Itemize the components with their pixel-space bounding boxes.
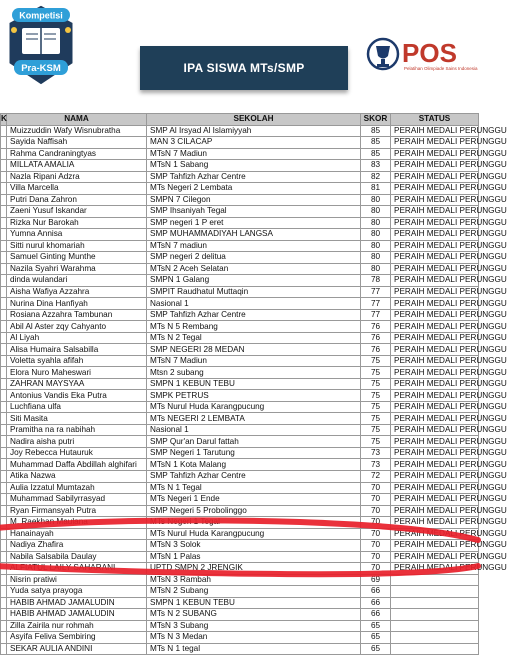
skor-cell: 70 — [361, 505, 391, 517]
sekolah-cell: SMP Tahfizh Azhar Centre — [147, 309, 361, 321]
status-cell: PERAIH MEDALI PERUNGGU — [391, 240, 479, 252]
skor-cell: 85 — [361, 137, 391, 149]
nama-cell: Hanainayah — [7, 528, 147, 540]
nama-cell: Luchfiana ulfa — [7, 401, 147, 413]
status-cell: PERAIH MEDALI PERUNGGU — [391, 401, 479, 413]
status-cell: PERAIH MEDALI PERUNGGU — [391, 309, 479, 321]
status-cell: PERAIH MEDALI PERUNGGU — [391, 447, 479, 459]
sekolah-cell: MTs N 2 SUBANG — [147, 609, 361, 621]
nama-cell: Nadiya Zhafira — [7, 540, 147, 552]
status-cell: PERAIH MEDALI PERUNGGU — [391, 551, 479, 563]
status-cell: PERAIH MEDALI PERUNGGU — [391, 436, 479, 448]
skor-cell: 70 — [361, 563, 391, 575]
sekolah-cell: MTs NEGERI 2 LEMBATA — [147, 413, 361, 425]
nama-cell: Muhammad Daffa Abdillah alghifari — [7, 459, 147, 471]
sekolah-cell: SMPN 1 KEBUN TEBU — [147, 378, 361, 390]
status-cell: PERAIH MEDALI PERUNGGU — [391, 298, 479, 310]
table-row — [1, 309, 479, 321]
sekolah-cell: SMP Tahfizh Azhar Centre — [147, 470, 361, 482]
table-row — [1, 229, 479, 241]
nama-cell: Alisa Humaira Salsabilla — [7, 344, 147, 356]
skor-cell: 76 — [361, 332, 391, 344]
status-cell: PERAIH MEDALI PERUNGGU — [391, 505, 479, 517]
sekolah-cell: SMP Ihsaniyah Tegal — [147, 206, 361, 218]
table-row — [1, 447, 479, 459]
table-row — [1, 137, 479, 149]
sekolah-cell: UPTD SMPN 2 JRENGIK — [147, 563, 361, 575]
status-cell: PERAIH MEDALI PERUNGGU — [391, 563, 479, 575]
sekolah-cell: SMP Qur'an Darul fattah — [147, 436, 361, 448]
skor-cell: 75 — [361, 390, 391, 402]
nama-cell: Al Liyah — [7, 332, 147, 344]
nama-cell: Rahma Candraningtyas — [7, 148, 147, 160]
skor-cell: 78 — [361, 275, 391, 287]
status-cell: PERAIH MEDALI PERUNGGU — [391, 378, 479, 390]
nama-cell: MILLATA AMALIA — [7, 160, 147, 172]
sekolah-cell: SMPN 1 Galang — [147, 275, 361, 287]
nama-cell: Muhammad Sabilyrrasyad — [7, 494, 147, 506]
nama-cell: Sitti nurul khomariah — [7, 240, 147, 252]
sekolah-cell: MTs N 1 tegal — [147, 643, 361, 655]
table-row — [1, 298, 479, 310]
nama-cell: Rosiana Azzahra Tambunan — [7, 309, 147, 321]
sekolah-cell: SMP MUHAMMADIYAH LANGSA — [147, 229, 361, 241]
nama-cell: Nurina Dina Hanfiyah — [7, 298, 147, 310]
sekolah-cell: SMP Negeri 1 Tarutung — [147, 447, 361, 459]
sekolah-cell: MTsN 2 Subang — [147, 586, 361, 598]
status-cell: PERAIH MEDALI PERUNGGU — [391, 470, 479, 482]
nama-cell: dinda wulandari — [7, 275, 147, 287]
sekolah-cell: SMP negeri 2 delitua — [147, 252, 361, 264]
skor-cell: 85 — [361, 148, 391, 160]
skor-cell: 73 — [361, 459, 391, 471]
table-row — [1, 286, 479, 298]
nama-cell: Voletta syahla afifah — [7, 355, 147, 367]
table-row — [1, 125, 479, 137]
status-cell: PERAIH MEDALI PERUNGGU — [391, 148, 479, 160]
nama-cell: Zaeni Yusuf Iskandar — [7, 206, 147, 218]
skor-cell: 65 — [361, 632, 391, 644]
skor-cell: 80 — [361, 252, 391, 264]
table-row — [1, 424, 479, 436]
skor-cell: 70 — [361, 551, 391, 563]
nama-cell: Nazila Syahri Warahma — [7, 263, 147, 275]
sekolah-cell: SMPK PETRUS — [147, 390, 361, 402]
sekolah-cell: MAN 3 CILACAP — [147, 137, 361, 149]
nama-cell: Joy Rebecca Hutauruk — [7, 447, 147, 459]
sekolah-cell: SMP Al Irsyad Al Islamiyyah — [147, 125, 361, 137]
status-cell: PERAIH MEDALI PERUNGGU — [391, 424, 479, 436]
nama-cell: Siti Masita — [7, 413, 147, 425]
org-subtitle: Pelatihan Olimpiade Sains Indonesia — [404, 66, 478, 71]
nama-cell: Yumna Annisa — [7, 229, 147, 241]
status-cell: PERAIH MEDALI PERUNGGU — [391, 183, 479, 195]
skor-cell: 70 — [361, 482, 391, 494]
table-row — [1, 643, 479, 655]
nama-cell: Muizzuddin Wafy Wisnubratha — [7, 125, 147, 137]
status-cell: PERAIH MEDALI PERUNGGU — [391, 482, 479, 494]
skor-cell: 80 — [361, 194, 391, 206]
status-cell — [391, 643, 479, 655]
skor-cell: 80 — [361, 217, 391, 229]
sekolah-cell: MTs N 2 Tegal — [147, 332, 361, 344]
skor-cell: 80 — [361, 229, 391, 241]
sekolah-cell: MTs N 1 Tegal — [147, 482, 361, 494]
nama-cell: Elora Nuro Maheswari — [7, 367, 147, 379]
nama-cell: Nisrin pratiwi — [7, 574, 147, 586]
skor-cell: 75 — [361, 367, 391, 379]
table-row — [1, 563, 479, 575]
skor-cell: 77 — [361, 309, 391, 321]
table-row — [1, 586, 479, 598]
status-cell: PERAIH MEDALI PERUNGGU — [391, 540, 479, 552]
status-cell: PERAIH MEDALI PERUNGGU — [391, 517, 479, 529]
skor-cell: 80 — [361, 263, 391, 275]
nama-cell: Rizka Nur Barokah — [7, 217, 147, 229]
skor-cell: 73 — [361, 447, 391, 459]
sekolah-cell: Nasional 1 — [147, 298, 361, 310]
results-table — [0, 113, 507, 655]
table-row — [1, 528, 479, 540]
table-row — [1, 574, 479, 586]
table-row — [1, 194, 479, 206]
table-row — [1, 217, 479, 229]
status-cell — [391, 609, 479, 621]
skor-cell: 65 — [361, 643, 391, 655]
nama-cell: Pramitha na ra nabihah — [7, 424, 147, 436]
table-row — [1, 609, 479, 621]
skor-cell: 76 — [361, 344, 391, 356]
sekolah-cell: Nasional 1 — [147, 424, 361, 436]
nama-cell: Atika Nazwa — [7, 470, 147, 482]
badge-top-text: Kompetisi — [19, 10, 63, 21]
sekolah-cell: MTs Negeri 1 Ende — [147, 494, 361, 506]
sekolah-cell: MTs Nurul Huda Karangpucung — [147, 528, 361, 540]
skor-cell: 80 — [361, 206, 391, 218]
table-row — [1, 517, 479, 529]
status-cell: PERAIH MEDALI PERUNGGU — [391, 413, 479, 425]
table-row — [1, 240, 479, 252]
col-header-sekolah: SEKOLAH — [147, 114, 361, 126]
nama-cell: ALFIATUL LAILY SAHARANI — [7, 563, 147, 575]
status-cell: PERAIH MEDALI PERUNGGU — [391, 206, 479, 218]
skor-cell: 70 — [361, 540, 391, 552]
status-cell: PERAIH MEDALI PERUNGGU — [391, 528, 479, 540]
table-row — [1, 551, 479, 563]
table-row — [1, 632, 479, 644]
sekolah-cell: SMP Tahfizh Azhar Centre — [147, 171, 361, 183]
status-cell — [391, 586, 479, 598]
table-row — [1, 148, 479, 160]
sekolah-cell: MTs Nurul Huda Karangpucung — [147, 401, 361, 413]
nama-cell: M. Raekhan Maulana — [7, 517, 147, 529]
nama-cell: ZAHRAN MAYSYAA — [7, 378, 147, 390]
skor-cell: 75 — [361, 424, 391, 436]
nama-cell: Sayida Naffisah — [7, 137, 147, 149]
sekolah-cell: MTsN 1 Palas — [147, 551, 361, 563]
table-row — [1, 482, 479, 494]
sekolah-cell: SMPIT Raudhatul Muttaqin — [147, 286, 361, 298]
skor-cell: 70 — [361, 528, 391, 540]
sekolah-cell: MTsN 7 madiun — [147, 240, 361, 252]
status-cell: PERAIH MEDALI PERUNGGU — [391, 217, 479, 229]
status-cell: PERAIH MEDALI PERUNGGU — [391, 321, 479, 333]
table-header-row — [1, 114, 479, 126]
status-cell: PERAIH MEDALI PERUNGGU — [391, 194, 479, 206]
nama-cell: Nadira aisha putri — [7, 436, 147, 448]
table-row — [1, 413, 479, 425]
table-row — [1, 183, 479, 195]
nama-cell: SEKAR AULIA ANDINI — [7, 643, 147, 655]
nama-cell: Nabila Salsabila Daulay — [7, 551, 147, 563]
skor-cell: 85 — [361, 125, 391, 137]
skor-cell: 65 — [361, 620, 391, 632]
sekolah-cell: MTsN 2 Aceh Selatan — [147, 263, 361, 275]
skor-cell: 75 — [361, 401, 391, 413]
table-row — [1, 332, 479, 344]
status-cell: PERAIH MEDALI PERUNGGU — [391, 125, 479, 137]
sekolah-cell: MTsN 7 Madiun — [147, 148, 361, 160]
status-cell — [391, 620, 479, 632]
skor-cell: 66 — [361, 597, 391, 609]
table-row — [1, 263, 479, 275]
skor-cell: 75 — [361, 355, 391, 367]
status-cell: PERAIH MEDALI PERUNGGU — [391, 344, 479, 356]
status-cell: PERAIH MEDALI PERUNGGU — [391, 459, 479, 471]
col-header-rank: K — [1, 114, 7, 124]
nama-cell: HABIB AHMAD JAMALUDIN — [7, 609, 147, 621]
pos-logo — [366, 36, 478, 84]
table-row — [1, 436, 479, 448]
table-row — [1, 171, 479, 183]
table-row — [1, 494, 479, 506]
status-cell: PERAIH MEDALI PERUNGGU — [391, 137, 479, 149]
status-cell: PERAIH MEDALI PERUNGGU — [391, 171, 479, 183]
status-cell: PERAIH MEDALI PERUNGGU — [391, 275, 479, 287]
sekolah-cell: MTsN 7 Madiun — [147, 355, 361, 367]
sekolah-cell: MTs Negeri 1 Tegal — [147, 517, 361, 529]
status-cell: PERAIH MEDALI PERUNGGU — [391, 332, 479, 344]
col-header-nama: NAMA — [7, 114, 147, 126]
table-row — [1, 252, 479, 264]
nama-cell: Antonius Vandis Eka Putra — [7, 390, 147, 402]
table-row — [1, 344, 479, 356]
skor-cell: 72 — [361, 470, 391, 482]
trophy-icon — [366, 36, 400, 76]
nama-cell: Abil Al Aster zqy Cahyanto — [7, 321, 147, 333]
nama-cell: Putri Dana Zahron — [7, 194, 147, 206]
sekolah-cell: SMPN 7 Cilegon — [147, 194, 361, 206]
skor-cell: 70 — [361, 517, 391, 529]
sekolah-cell: MTs Negeri 2 Lembata — [147, 183, 361, 195]
skor-cell: 70 — [361, 494, 391, 506]
table-row — [1, 321, 479, 333]
badge-bottom-text: Pra-KSM — [21, 63, 61, 74]
col-header-status: STATUS — [391, 114, 479, 126]
status-cell: PERAIH MEDALI PERUNGGU — [391, 229, 479, 241]
skor-cell: 77 — [361, 286, 391, 298]
nama-cell: Samuel Ginting Munthe — [7, 252, 147, 264]
table-row — [1, 378, 479, 390]
col-header-skor: SKOR — [361, 114, 391, 126]
table-row — [1, 459, 479, 471]
org-name: POS — [402, 38, 457, 68]
status-cell: PERAIH MEDALI PERUNGGU — [391, 263, 479, 275]
skor-cell: 82 — [361, 171, 391, 183]
nama-cell: Ryan Firmansyah Putra — [7, 505, 147, 517]
status-cell — [391, 632, 479, 644]
nama-cell: HABIB AHMAD JAMALUDIN — [7, 597, 147, 609]
sekolah-cell: MTsN 1 Kota Malang — [147, 459, 361, 471]
sekolah-cell: MTs N 3 Medan — [147, 632, 361, 644]
status-cell: PERAIH MEDALI PERUNGGU — [391, 286, 479, 298]
table-row — [1, 275, 479, 287]
status-cell: PERAIH MEDALI PERUNGGU — [391, 355, 479, 367]
skor-cell: 69 — [361, 574, 391, 586]
table-row — [1, 160, 479, 172]
nama-cell: Nazla Ripani Adzra — [7, 171, 147, 183]
skor-cell: 80 — [361, 240, 391, 252]
table-row — [1, 355, 479, 367]
skor-cell: 66 — [361, 609, 391, 621]
nama-cell: Aulia Izzatul Mumtazah — [7, 482, 147, 494]
status-cell: PERAIH MEDALI PERUNGGU — [391, 160, 479, 172]
nama-cell: Zilla Zairila nur rohmah — [7, 620, 147, 632]
skor-cell: 75 — [361, 436, 391, 448]
skor-cell: 83 — [361, 160, 391, 172]
table-row — [1, 367, 479, 379]
sekolah-cell: MTsN 1 Sabang — [147, 160, 361, 172]
sekolah-cell: SMP NEGERI 28 MEDAN — [147, 344, 361, 356]
pra-ksm-logo — [0, 0, 82, 92]
status-cell: PERAIH MEDALI PERUNGGU — [391, 390, 479, 402]
table-row — [1, 620, 479, 632]
sekolah-cell: MTsN 3 Subang — [147, 620, 361, 632]
sekolah-cell: SMPN 1 KEBUN TEBU — [147, 597, 361, 609]
table-row — [1, 540, 479, 552]
sekolah-cell: SMP Negeri 5 Probolinggo — [147, 505, 361, 517]
nama-cell: Villa Marcella — [7, 183, 147, 195]
skor-cell: 75 — [361, 378, 391, 390]
status-cell: PERAIH MEDALI PERUNGGU — [391, 494, 479, 506]
table-row — [1, 597, 479, 609]
skor-cell: 81 — [361, 183, 391, 195]
table-row — [1, 401, 479, 413]
table-row — [1, 206, 479, 218]
nama-cell: Yuda satya prayoga — [7, 586, 147, 598]
sekolah-cell: MTsN 3 Solok — [147, 540, 361, 552]
status-cell — [391, 574, 479, 586]
status-cell: PERAIH MEDALI PERUNGGU — [391, 252, 479, 264]
table-row — [1, 505, 479, 517]
table-row — [1, 390, 479, 402]
nama-cell: Asyifa Feliva Sembiring — [7, 632, 147, 644]
table-row — [1, 470, 479, 482]
sekolah-cell: MTs N 5 Rembang — [147, 321, 361, 333]
sekolah-cell: Mtsn 2 subang — [147, 367, 361, 379]
sekolah-cell: MTsN 3 Rambah — [147, 574, 361, 586]
sekolah-cell: SMP negeri 1 P eret — [147, 217, 361, 229]
nama-cell: Aisha Wafiya Azzahra — [7, 286, 147, 298]
skor-cell: 76 — [361, 321, 391, 333]
page-title: IPA SISWA MTs/SMP — [140, 46, 348, 90]
status-cell: PERAIH MEDALI PERUNGGU — [391, 367, 479, 379]
skor-cell: 66 — [361, 586, 391, 598]
skor-cell: 75 — [361, 413, 391, 425]
status-cell — [391, 597, 479, 609]
skor-cell: 77 — [361, 298, 391, 310]
page-header — [0, 0, 478, 110]
